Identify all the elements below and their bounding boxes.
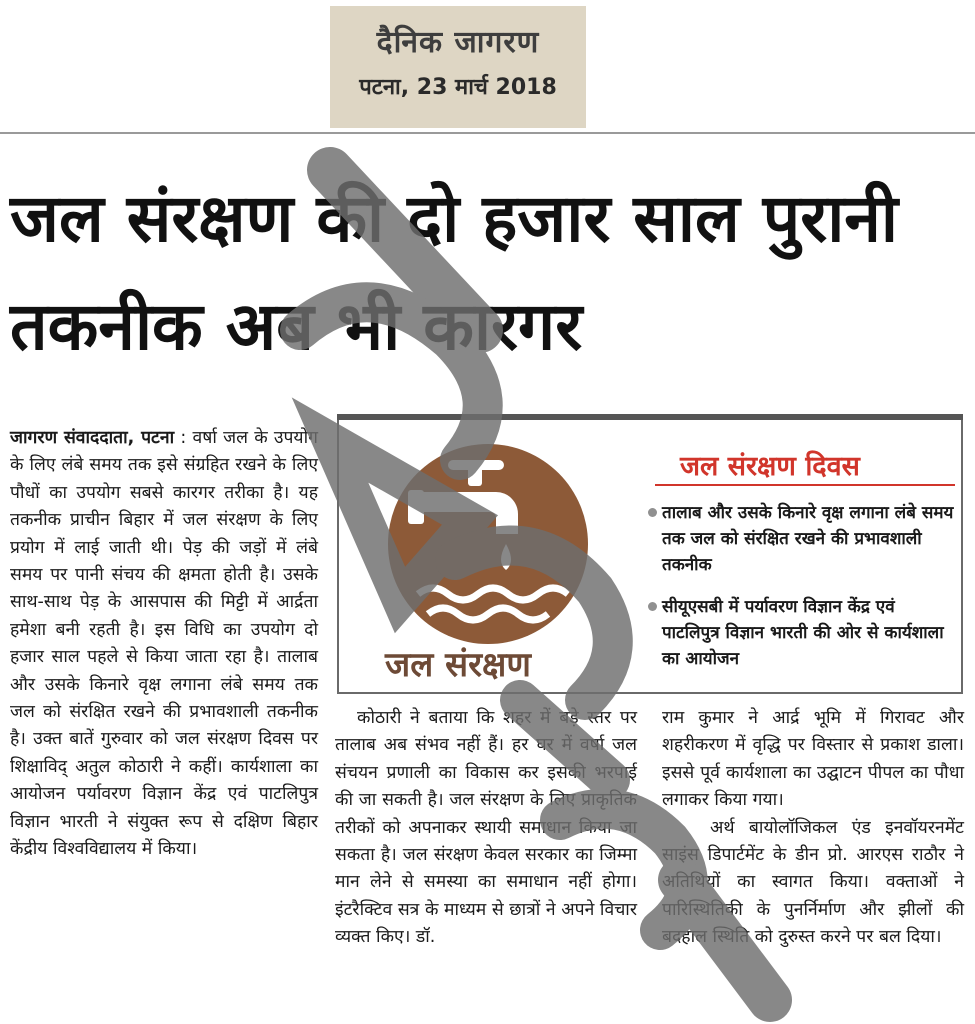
article-column-3: [662, 705, 964, 952]
article-column-2: [335, 705, 637, 952]
edition-date: पटना, 23 मार्च 2018: [359, 75, 557, 100]
info-bullet: सीयूएसबी में पर्यावरण विज्ञान केंद्र एवं पाटलिपुत्र विज्ञान भारती की ओर से कार्यशाला का आयोजन: [662, 594, 958, 672]
article-text-col3a: राम कुमार ने आर्द्र भूमि में गिरावट और शहरीकरण में वृद्धि पर विस्तार से प्रकाश डाला। इससे पूर्व कार्यशाला का उद्घाटन पीपल का पौधा लगाकर किया गया।: [662, 708, 964, 811]
info-bullet: तालाब और उसके किनारे वृक्ष लगाना लंबे समय तक जल को संरक्षित रखने की प्रभावशाली तकनीक: [662, 500, 958, 578]
masthead: [330, 6, 586, 128]
article-text-col3b: अर्थ बायोलॉजिकल एंड इनवॉयरनमेंट साइंस डिपार्टमेंट के डीन प्रो. आरएस राठौर ने अतिथियों का स्वागत किया। वक्ताओं ने पारिस्थितिकी के पुनर्निर्माण और झीलों की बदहाल स्थिति को दुरुस्त करने पर बल दिया।: [662, 817, 964, 948]
article-text-col2: कोठारी ने बताया कि शहर में बड़े स्तर पर तालाब अब संभव नहीं हैं। हर घर में वर्षा जल संचयन प्रणाली का विकास कर इसकी भरपाई की जा सकती है। जल संरक्षण के लिए प्राकृतिक तरीकों को अपनाकर स्थायी समाधान किया जा सकता है। जल संरक्षण केवल सरकार का जिम्मा मान लेने से समस्या का समाधान नहीं होगा। इंटरैक्टिव सत्र के माध्यम से छात्रों ने अपने विचार व्यक्त किए। डॉ.: [335, 708, 637, 948]
info-box-title-underline: [655, 484, 955, 486]
article-column-1: [10, 425, 318, 864]
info-box-title: जल संरक्षण दिवस: [680, 451, 860, 482]
article-text-col1: : वर्षा जल के उपयोग के लिए लंबे समय तक इसे संग्रहित रखने के लिए पौधों का उपयोग सबसे कारगर तरीका है। यह तकनीक प्राचीन बिहार में जल संरक्षण के लिए प्रयोग में लाई जाती थी। पेड़ की जड़ों में लंबे समय पर पानी संचय की क्षमता होती है। उसके साथ-साथ पेड़ के आसपास की मिट्टी में आर्द्रता हमेशा बनी रहती है। इस विधि का उपयोग दो हजार साल पहले से किया जाता रहा है। तालाब और उसके किनारे वृक्ष लगाना लंबे समय तक जल को संरक्षित रखने की प्रभावशाली तकनीक है। उक्त बातें गुरुवार को जल संरक्षण दिवस पर शिक्षाविद् अतुल कोठारी ने कहीं। कार्यशाला का आयोजन पर्यावरण विज्ञान केंद्र एवं पाटलिपुत्र विज्ञान भारती ने संयुक्त रूप से दक्षिण बिहार केंद्रीय विश्वविद्यालय में किया।: [10, 428, 318, 860]
water-tap-icon: [388, 444, 588, 644]
newspaper-name: दैनिक जागरण: [376, 25, 540, 60]
emblem-label: जल संरक्षण: [385, 645, 531, 685]
masthead-divider: [0, 132, 975, 134]
bullet-dot-icon: [648, 602, 657, 611]
bullet-dot-icon: [648, 508, 657, 517]
info-box-top-rule: [337, 414, 963, 420]
headline: जल संरक्षण की दो हजार साल पुरानी तकनीक अब भी कारगर: [10, 180, 899, 365]
byline: जागरण संवाददाता, पटना: [10, 428, 175, 448]
